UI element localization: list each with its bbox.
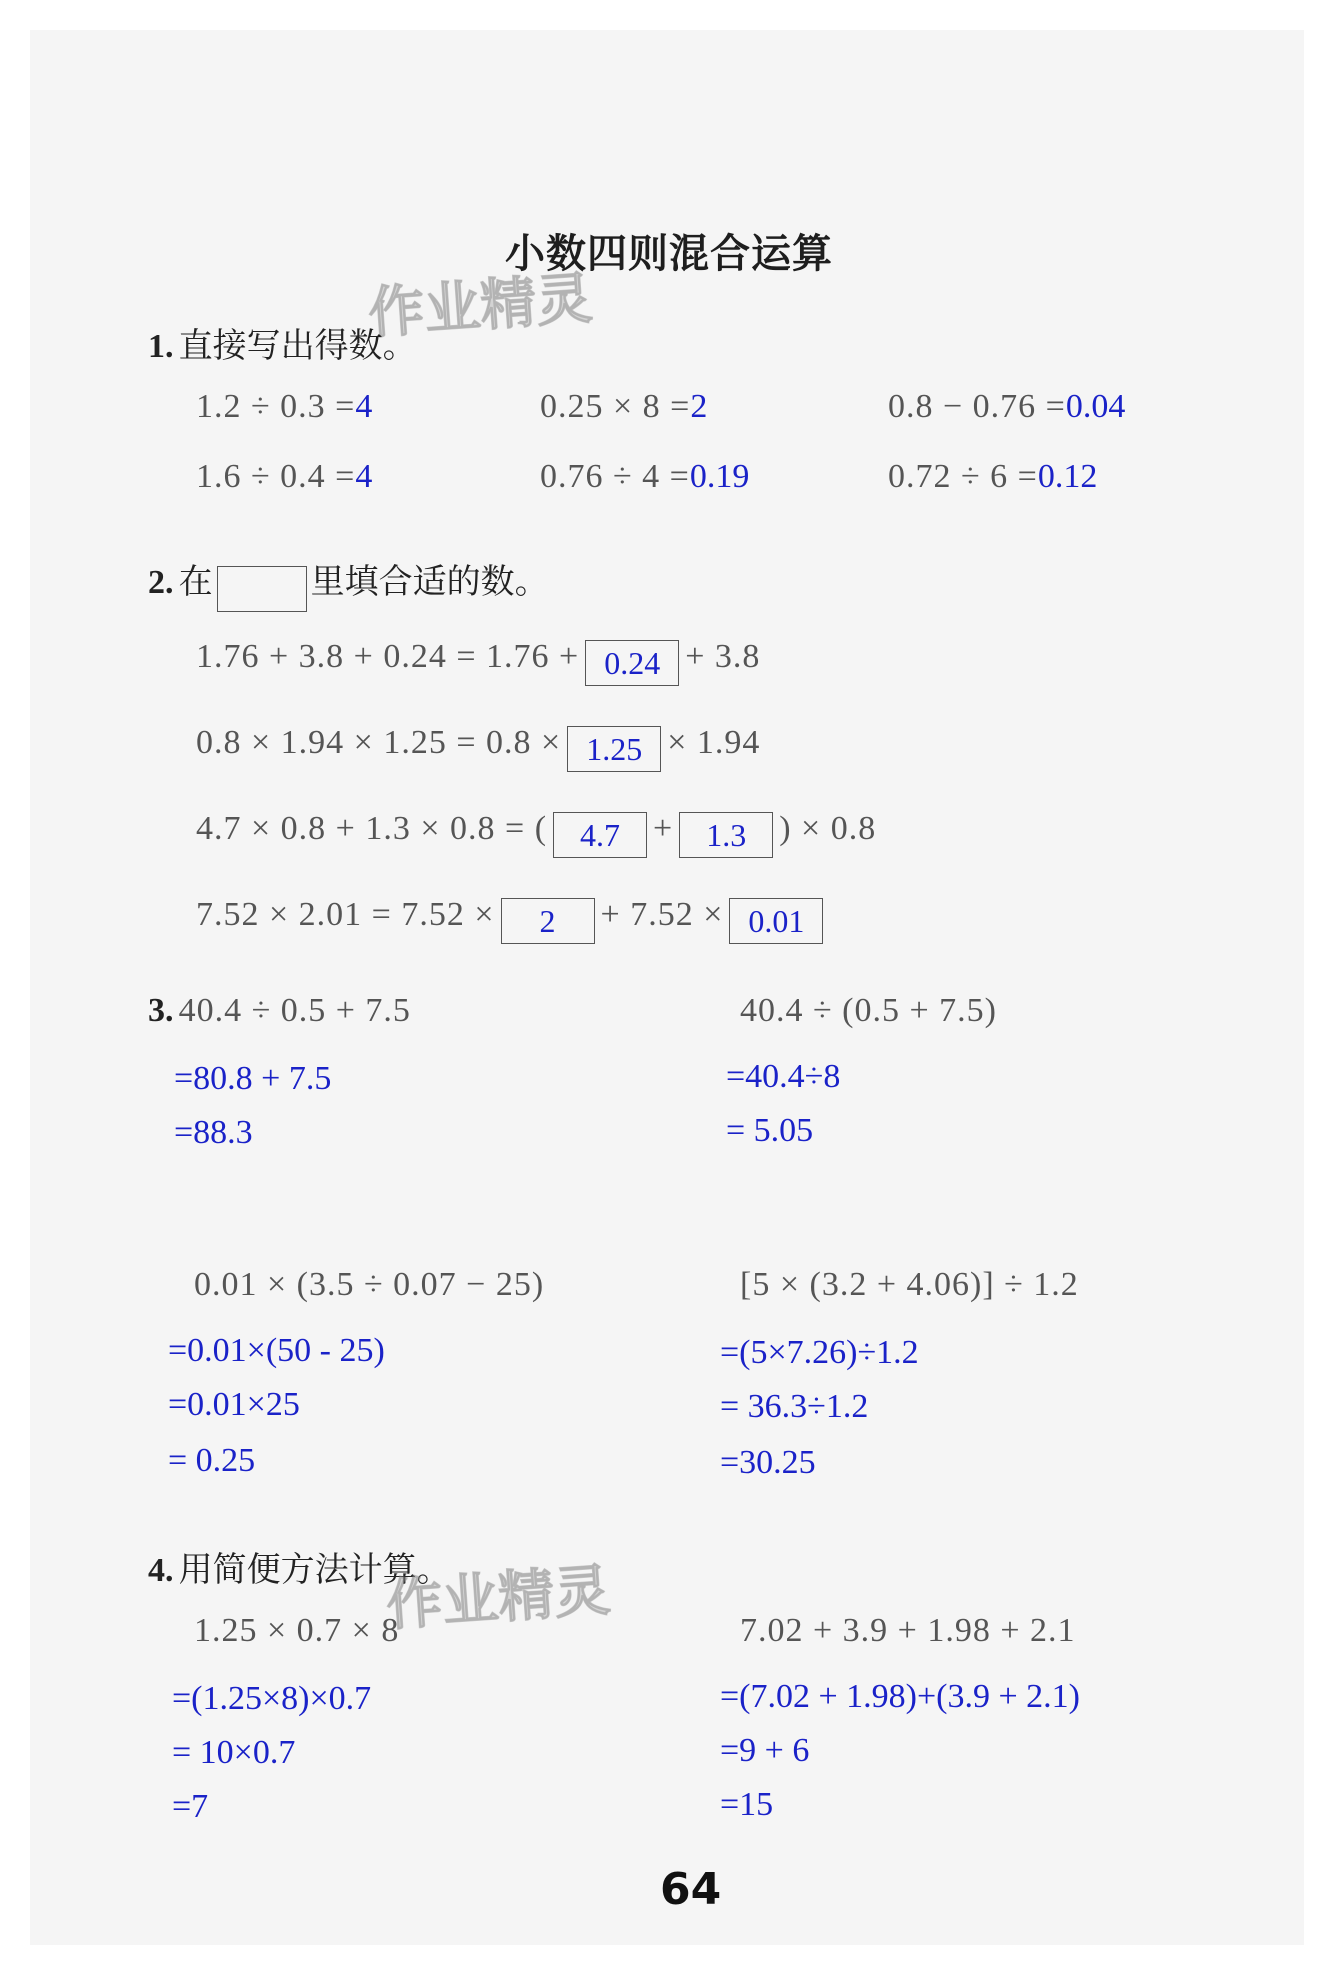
q2-instruction-end: 里填合适的数。 xyxy=(310,562,549,602)
q4-instruction: 用简便方法计算。 xyxy=(178,1550,451,1590)
q2-instruction-start: 在 xyxy=(178,562,213,602)
expression: 0.76 ÷ 4 = xyxy=(540,458,690,495)
q3-p3-step-3: = 0.25 xyxy=(168,1442,256,1479)
q3-p4-step-3: =30.25 xyxy=(720,1444,816,1481)
q4-p1-step-3: =7 xyxy=(172,1788,209,1825)
q1-item-1 xyxy=(196,388,372,426)
q1-item-4 xyxy=(196,458,372,496)
answer-box xyxy=(567,726,661,772)
answer: 0.12 xyxy=(1037,458,1098,495)
q3-p1-step-1: =80.8 + 7.5 xyxy=(174,1060,332,1097)
answer: 0.04 xyxy=(1065,388,1126,425)
q4-p1-step-1: =(1.25×8)×0.7 xyxy=(172,1680,372,1717)
q2-line-2 xyxy=(196,724,760,772)
q1-item-3 xyxy=(888,388,1125,426)
q3-number: 3. xyxy=(148,992,174,1029)
q1-number: 1. xyxy=(148,328,174,365)
answer: 4 xyxy=(355,458,373,495)
q4-problem-2: 7.02 + 3.9 + 1.98 + 2.1 xyxy=(740,1612,1076,1649)
expression-left: 7.52 × 2.01 = 7.52 × xyxy=(196,896,495,933)
page-number: 64 xyxy=(660,1864,722,1915)
expression-left: 4.7 × 0.8 + 1.3 × 0.8 = ( xyxy=(196,810,548,847)
q4-p2-step-1: =(7.02 + 1.98)+(3.9 + 2.1) xyxy=(720,1678,1080,1715)
operator: + xyxy=(653,810,674,847)
expression: 0.8 − 0.76 = xyxy=(888,388,1066,425)
answer-box-1 xyxy=(553,812,647,858)
q3-p1-step-2: =88.3 xyxy=(174,1114,253,1151)
answer-box-2 xyxy=(729,898,823,944)
q4-problem-1: 1.25 × 0.7 × 8 xyxy=(194,1612,400,1649)
q3-problem-1 xyxy=(148,992,411,1030)
answer-box-1 xyxy=(501,898,595,944)
q4-p1-step-2: = 10×0.7 xyxy=(172,1734,296,1771)
q2-number: 2. xyxy=(148,564,174,601)
q3-problem-4: [5 × (3.2 + 4.06)] ÷ 1.2 xyxy=(740,1266,1079,1303)
answer: 1.25 xyxy=(586,730,643,767)
expression: 40.4 ÷ 0.5 + 7.5 xyxy=(178,992,411,1029)
q3-problem-2: 40.4 ÷ (0.5 + 7.5) xyxy=(740,992,997,1029)
q3-p3-step-1: =0.01×(50 - 25) xyxy=(168,1332,385,1369)
q2-line-4 xyxy=(196,896,829,944)
expression-right: + 3.8 xyxy=(685,638,761,675)
q3-p4-step-1: =(5×7.26)÷1.2 xyxy=(720,1334,919,1371)
example-box xyxy=(217,566,307,612)
q4-p2-step-2: =9 + 6 xyxy=(720,1732,810,1769)
answer: 2 xyxy=(539,902,556,939)
q4-number: 4. xyxy=(148,1552,174,1589)
page-title: 小数四则混合运算 xyxy=(505,231,833,277)
answer: 0.01 xyxy=(748,902,805,939)
answer: 1.3 xyxy=(706,816,747,853)
answer: 4 xyxy=(355,388,373,425)
q1-item-5 xyxy=(540,458,749,496)
expression-left: 1.76 + 3.8 + 0.24 = 1.76 + xyxy=(196,638,580,675)
expression: 1.2 ÷ 0.3 = xyxy=(196,388,356,425)
q3-p3-step-2: =0.01×25 xyxy=(168,1386,300,1423)
q3-problem-3: 0.01 × (3.5 ÷ 0.07 − 25) xyxy=(194,1266,545,1303)
watermark-top: 作业精灵 xyxy=(366,266,595,347)
expression-middle: + 7.52 × xyxy=(600,896,724,933)
watermark-bottom: 作业精灵 xyxy=(384,1558,613,1639)
q3-p2-step-1: =40.4÷8 xyxy=(726,1058,841,1095)
q3-p4-step-2: = 36.3÷1.2 xyxy=(720,1388,869,1425)
answer-box-2 xyxy=(679,812,773,858)
expression-right: × 1.94 xyxy=(667,724,761,761)
answer: 0.24 xyxy=(604,644,661,681)
q1-header xyxy=(148,318,417,367)
expression-left: 0.8 × 1.94 × 1.25 = 0.8 × xyxy=(196,724,562,761)
q1-item-2 xyxy=(540,388,707,426)
q4-p2-step-3: =15 xyxy=(720,1786,774,1823)
expression: 0.72 ÷ 6 = xyxy=(888,458,1038,495)
expression: 0.25 × 8 = xyxy=(540,388,691,425)
answer: 2 xyxy=(690,388,708,425)
q2-line-3 xyxy=(196,810,876,858)
answer: 4.7 xyxy=(580,816,621,853)
q2-line-1 xyxy=(196,638,760,686)
q1-item-6 xyxy=(888,458,1097,496)
expression-right: ) × 0.8 xyxy=(779,810,877,847)
q1-instruction: 直接写出得数。 xyxy=(178,326,417,366)
answer: 0.19 xyxy=(689,458,750,495)
q3-p2-step-2: = 5.05 xyxy=(726,1112,814,1149)
expression: 1.6 ÷ 0.4 = xyxy=(196,458,356,495)
answer-box xyxy=(585,640,679,686)
q2-header xyxy=(148,554,549,612)
